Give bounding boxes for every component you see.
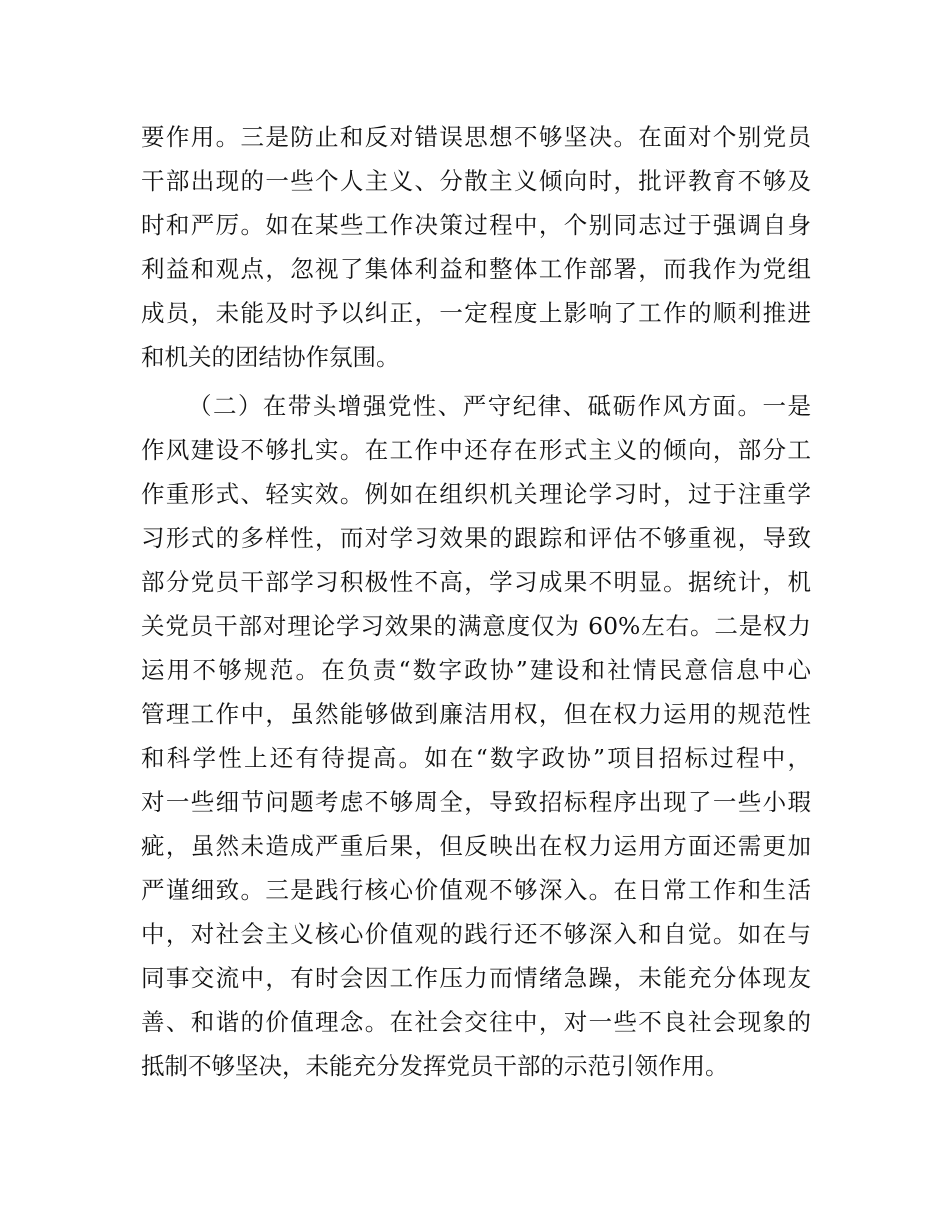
paragraph-2-line-13: 中，对社会主义核心价值观的践行还不够深入和自觉。如在与 [141, 920, 811, 948]
paragraph-2-line-9: 和科学性上还有待提高。如在“数字政协”项目招标过程中， [141, 744, 811, 772]
paragraph-2-line-3: 作重形式、轻实效。例如在组织机关理论学习时，过于注重学 [141, 480, 811, 508]
paragraph-2-line-15: 善、和谐的价值理念。在社会交往中，对一些不良社会现象的 [141, 1008, 811, 1036]
paragraph-2-line-4: 习形式的多样性，而对学习效果的跟踪和评估不够重视，导致 [141, 524, 811, 552]
paragraph-2-line-14: 同事交流中，有时会因工作压力而情绪急躁，未能充分体现友 [141, 964, 811, 992]
paragraph-2-line-11: 疵，虽然未造成严重后果，但反映出在权力运用方面还需更加 [141, 832, 811, 860]
paragraph-2-line-16: 抵制不够坚决，未能充分发挥党员干部的示范引领作用。 [141, 1052, 729, 1080]
paragraph-1-line-4: 利益和观点，忽视了集体利益和整体工作部署，而我作为党组 [141, 255, 811, 283]
paragraph-2-line-5: 部分党员干部学习积极性不高，学习成果不明显。据统计，机 [141, 568, 811, 596]
paragraph-2-line-7: 运用不够规范。在负责“数字政协”建设和社情民意信息中心 [141, 656, 811, 684]
paragraph-2-line-12: 严谨细致。三是践行核心价值观不够深入。在日常工作和生活 [141, 876, 811, 904]
paragraph-2-line-10: 对一些细节问题考虑不够周全，导致招标程序出现了一些小瑕 [141, 788, 811, 816]
paragraph-1-line-6: 和机关的团结协作氛围。 [141, 343, 400, 371]
paragraph-2-line-8: 管理工作中，虽然能够做到廉洁用权，但在权力运用的规范性 [141, 700, 811, 728]
paragraph-1-line-3: 时和严厉。如在某些工作决策过程中，个别同志过于强调自身 [141, 211, 811, 239]
paragraph-1-line-1: 要作用。三是防止和反对错误思想不够坚决。在面对个别党员 [141, 123, 811, 151]
paragraph-1-line-5: 成员，未能及时予以纠正，一定程度上影响了工作的顺利推进 [141, 299, 811, 327]
paragraph-2-line-2: 作风建设不够扎实。在工作中还存在形式主义的倾向，部分工 [141, 436, 811, 464]
paragraph-2-line-6: 关党员干部对理论学习效果的满意度仅为 60%左右。二是权力 [141, 612, 811, 640]
paragraph-1-line-2: 干部出现的一些个人主义、分散主义倾向时，批评教育不够及 [141, 167, 811, 195]
paragraph-2-line-1: （二）在带头增强党性、严守纪律、砥砺作风方面。一是 [188, 392, 811, 420]
